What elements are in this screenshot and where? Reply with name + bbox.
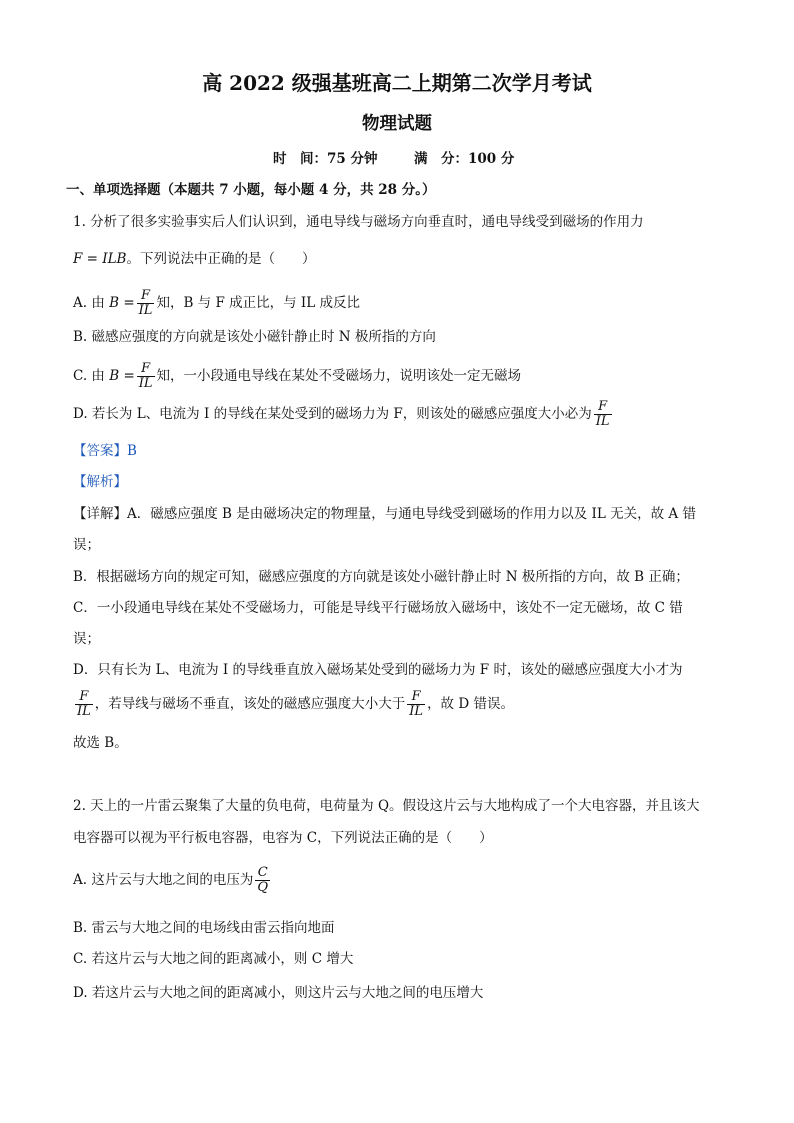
detail-line: C．一小段通电导线在某处不受磁场力，可能是导线平行磁场放入磁场中，该处不一定无磁场，故 C 错 bbox=[73, 600, 683, 616]
q2-stem-line2: 电容器可以视为平行板电容器，电容为 C，下列说法正确的是（ ） bbox=[73, 830, 493, 846]
conclusion: 故选 B。 bbox=[73, 735, 128, 751]
fraction: $\frac{F}{IL}$ bbox=[138, 288, 153, 318]
fraction: $\frac{F}{IL}$ bbox=[595, 399, 610, 429]
analysis-tag: 【解析】 bbox=[73, 474, 127, 490]
exam-title: 高 2022 级强基班高二上期第二次学月考试 bbox=[202, 71, 592, 95]
q2-stem-line1: 2. 天上的一片雷云聚集了大量的负电荷，电荷量为 Q。假设这片云与大地构成了一个大电容器，并且该大 bbox=[73, 798, 700, 814]
q1-option-d: D. 若长为 L、电流为 I 的导线在某处受到的磁场力为 F，则该处的磁感应强度大小必为 $\frac{F}{IL}$ bbox=[73, 399, 610, 429]
q2-option-b: B. 雷云与大地之间的电场线由雷云指向地面 bbox=[73, 920, 335, 936]
q1-option-c: C. 由 B = $\frac{F}{IL}$ 知，一小段通电导线在某处不受磁场力，说明该处一定无磁场 bbox=[73, 361, 522, 391]
fraction: $\frac{C}{Q}$ bbox=[257, 865, 269, 895]
fraction: $\frac{F}{IL}$ bbox=[138, 361, 153, 391]
detail-line: 误； bbox=[73, 537, 100, 553]
q2-option-d: D. 若这片云与大地之间的距离减小，则这片云与大地之间的电压增大 bbox=[73, 985, 484, 1001]
fraction: $\frac{F}{IL}$ bbox=[409, 689, 424, 719]
section-heading: 一、单项选择题（本题共 7 小题，每小题 4 分，共 28 分。） bbox=[66, 182, 436, 198]
q1-stem-line2: F = ILB。下列说法中正确的是（ ） bbox=[73, 251, 316, 267]
answer-tag: 【答案】B bbox=[73, 443, 137, 459]
time-label: 时 间：75 分钟 bbox=[273, 151, 378, 167]
score-label: 满 分：100 分 bbox=[414, 151, 515, 167]
q1-option-b: B. 磁感应强度的方向就是该处小磁针静止时 N 极所指的方向 bbox=[73, 329, 436, 345]
detail-line: D．只有长为 L、电流为 I 的导线垂直放入磁场某处受到的磁场力为 F 时，该处的磁感应强度大小才为 bbox=[73, 662, 683, 678]
q1-option-a: A. 由 B = $\frac{F}{IL}$ 知，B 与 F 成正比，与 IL 成反比 bbox=[73, 288, 360, 318]
q1-formula: F = ILB bbox=[73, 251, 127, 267]
detail-line: $\frac{F}{IL}$ ，若导线与磁场不垂直，该处的磁感应强度大小大于 $\frac{F}{IL}$ ，故 D 错误。 bbox=[77, 689, 514, 719]
subject-title: 物理试题 bbox=[362, 114, 432, 134]
detail-line: 误； bbox=[73, 631, 100, 647]
q2-option-a: A. 这片云与大地之间的电压为 $\frac{C}{Q}$ bbox=[73, 865, 269, 895]
q2-option-c: C. 若这片云与大地之间的距离减小，则 C 增大 bbox=[73, 951, 354, 967]
fraction: $\frac{F}{IL}$ bbox=[77, 689, 91, 719]
detail-line: B．根据磁场方向的规定可知，磁感应强度的方向就是该处小磁针静止时 N 极所指的方向，故 B 正确； bbox=[73, 569, 689, 585]
detail-line: 【详解】A．磁感应强度 B 是由磁场决定的物理量，与通电导线受到磁场的作用力以及 IL 无关，故 A 错 bbox=[73, 506, 696, 522]
q1-stem-line1: 1. 分析了很多实验事实后人们认识到，通电导线与磁场方向垂直时，通电导线受到磁场的作用力 bbox=[73, 214, 644, 230]
